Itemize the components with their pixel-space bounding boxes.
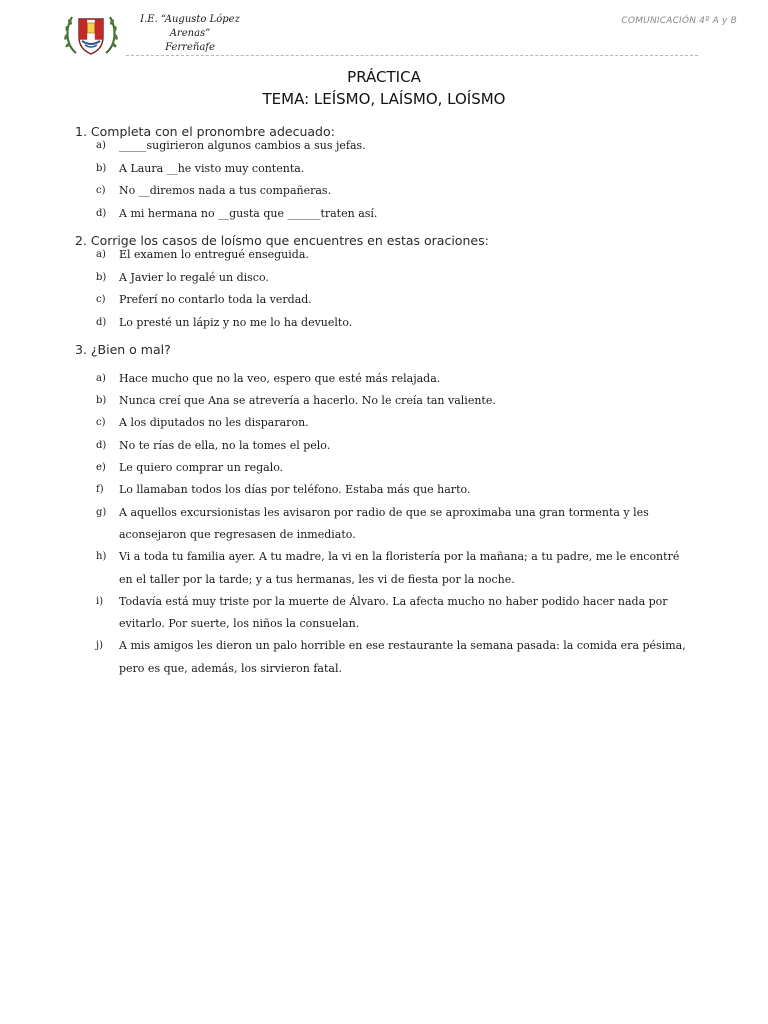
question-3-item xyxy=(96,502,696,547)
item-text: _____sugirieron algunos cambios a sus jefas. xyxy=(119,139,366,152)
school-name-line1: I.E. “Augusto López Arenas” xyxy=(140,14,240,39)
item-text: A Laura __he visto muy contenta. xyxy=(119,161,305,175)
item-text: Vi a toda tu familia ayer. A tu madre, la vi en la floristería por la mañana; a tu padre, me le encontré en el taller por la tarde; y a tus hermanas, les vi de fiesta por la noche. xyxy=(119,550,680,586)
item-label: g) xyxy=(96,506,107,518)
header-divider xyxy=(126,55,698,56)
question-3-prompt: 3. ¿Bien o mal? xyxy=(75,342,171,357)
item-label: a) xyxy=(96,140,106,151)
item-label: h) xyxy=(96,551,107,562)
question-2-item xyxy=(96,244,696,267)
question-3-item xyxy=(96,457,696,480)
question-3-item xyxy=(96,591,696,636)
question-3-item xyxy=(96,635,696,680)
item-label: a) xyxy=(96,249,106,260)
item-label: j) xyxy=(96,640,104,651)
course-label: COMUNICACIÓN 4º A y B xyxy=(621,16,737,26)
question-3-item xyxy=(96,546,696,591)
item-label: c) xyxy=(96,417,106,428)
item-text: El examen lo entregué enseguida. xyxy=(119,248,309,261)
item-text: Lo presté un lápiz y no me lo ha devuelto. xyxy=(119,315,353,329)
item-label: d) xyxy=(96,439,107,451)
question-1-prompt: 1. Completa con el pronombre adecuado: xyxy=(75,124,335,139)
question-2-item xyxy=(96,289,696,312)
school-name-line2: Ferreñafe xyxy=(165,42,215,53)
school-name xyxy=(120,13,260,55)
item-label: e) xyxy=(96,462,106,473)
item-text: Hace mucho que no la veo, espero que esté más relajada. xyxy=(119,372,441,385)
item-text: No __diremos nada a tus compañeras. xyxy=(119,184,332,197)
item-text: A mi hermana no __gusta que ______traten así. xyxy=(119,206,378,220)
item-text: Le quiero comprar un regalo. xyxy=(119,461,284,474)
item-label: a) xyxy=(96,373,106,384)
item-text: A aquellos excursionistas les avisaron por radio de que se aproximaba una gran tormenta y les aconsejaron que regresasen de inmediato. xyxy=(119,505,649,541)
question-1-item xyxy=(96,158,696,181)
item-text: Lo llamaban todos los días por teléfono. Estaba más que harto. xyxy=(119,483,471,496)
question-3-item xyxy=(96,479,696,502)
question-1-item xyxy=(96,203,696,226)
item-text: No te rías de ella, no la tomes el pelo. xyxy=(119,438,331,452)
item-text: A mis amigos les dieron un palo horrible en ese restaurante la semana pasada: la comida era pésima, pero es que, además, los sirvieron fatal. xyxy=(119,639,686,675)
item-label: f) xyxy=(96,484,104,495)
question-3-item xyxy=(96,435,696,458)
question-2-prompt: 2. Corrige los casos de loísmo que encuentres en estas oraciones: xyxy=(75,233,489,248)
question-3-item xyxy=(96,412,696,435)
item-label: b) xyxy=(96,395,107,406)
page-title: PRÁCTICA xyxy=(347,68,421,86)
item-label: d) xyxy=(96,207,107,219)
item-text: A Javier lo regalé un disco. xyxy=(119,271,269,284)
item-label: b) xyxy=(96,272,107,283)
question-1-item xyxy=(96,135,696,158)
question-2-item xyxy=(96,312,696,335)
item-label: c) xyxy=(96,294,106,305)
page-subtitle: TEMA: LEÍSMO, LAÍSMO, LOÍSMO xyxy=(262,90,506,108)
question-2-item xyxy=(96,267,696,290)
item-text: Nunca creí que Ana se atrevería a hacerlo. No le creía tan valiente. xyxy=(119,394,496,407)
question-3-item xyxy=(96,368,696,391)
page-header xyxy=(0,0,768,58)
item-label: c) xyxy=(96,185,106,196)
item-text: A los diputados no les dispararon. xyxy=(119,416,309,429)
school-crest-icon xyxy=(62,9,120,59)
item-text: Preferí no contarlo toda la verdad. xyxy=(119,293,312,306)
item-label: d) xyxy=(96,316,107,328)
item-text: Todavía está muy triste por la muerte de Álvaro. La afecta mucho no haber podido hacer nada por evitarlo. Por suerte, los niños la consuelan. xyxy=(119,594,668,630)
question-1-item xyxy=(96,180,696,203)
item-label: i) xyxy=(96,595,104,607)
item-label: b) xyxy=(96,162,107,174)
question-3-item xyxy=(96,390,696,413)
